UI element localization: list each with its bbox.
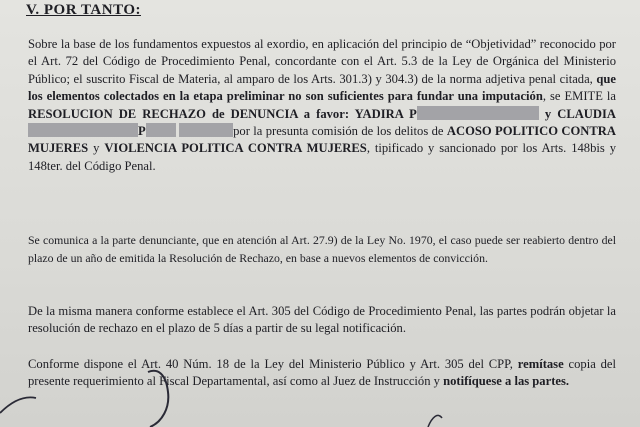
p1-bold-4: P (138, 124, 146, 139)
redaction-block (179, 123, 233, 137)
p4-text-1: Conforme dispone el Art. 40 Núm. 18 de la Ley del Ministerio Público y Art. 305 del CPP, (28, 357, 518, 371)
redaction-block (417, 106, 539, 120)
redaction-block (146, 123, 176, 137)
p1-text-2: , se EMITE la (542, 89, 616, 104)
p1-bold-1: que los elementos colectados en la etapa preliminar no son suficientes para fundar una imputación (28, 71, 616, 104)
p1-bold-3: CLAUDIA (557, 106, 616, 121)
p1-text-1: Sobre la base de los fundamentos expuestos al exordio, en aplicación del principio de “Objetividad” reconocido por el Art. 72 del Código de Procedimiento Penal, concordante con el Art. 5.3 de la Ley de Orgánica del Ministerio Público; el suscrito Fiscal de Materia, al amparo de los Arts. 301.3) y 304.3) de la norma adjetiva penal citada, (28, 37, 616, 86)
paragraph-resolution (28, 36, 616, 175)
paragraph-notification: Se comunica a la parte denunciante, que en atención al Art. 27.9) de la Ley No. 1970, el caso puede ser reabierto dentro del plazo de un año de emitida la Resolución de Rechazo, en base a nuevos elementos de convicción. (28, 233, 616, 265)
p4-text-2: copia del presente requerimiento al Fiscal Departamental, así como al Juez de Instrucción y (28, 357, 616, 389)
redaction-block (28, 123, 138, 137)
p4-bold-2: notifíquese a las partes. (443, 374, 570, 389)
p1-text-6: , tipificado y sancionado por los Arts. 148bis y 148ter. del Código Penal. (28, 141, 617, 173)
p1-bold-5: ACOSO POLITICO CONTRA MUJERES (28, 124, 616, 156)
p1-text-5: y (88, 141, 105, 156)
p1-text-3: y (538, 106, 558, 121)
p1-text-4: por la presunta comisión de los delitos de (233, 124, 447, 139)
p1-bold-2: RESOLUCION DE RECHAZO de DENUNCIA a favor: YADIRA P (28, 106, 417, 121)
p1-bold-6: VIOLENCIA POLITICA CONTRA MUJERES (104, 141, 367, 156)
paragraph-objection: De la misma manera conforme establece el Art. 305 del Código de Procedimiento Penal, las partes podrán objetar la resolución de rechazo en el plazo de 5 días a partir de su legal notificación. (28, 304, 616, 336)
p4-bold-1: remítase (517, 357, 564, 371)
paragraph-remittance (28, 356, 616, 391)
section-heading: V. POR TANTO: (26, 2, 141, 18)
